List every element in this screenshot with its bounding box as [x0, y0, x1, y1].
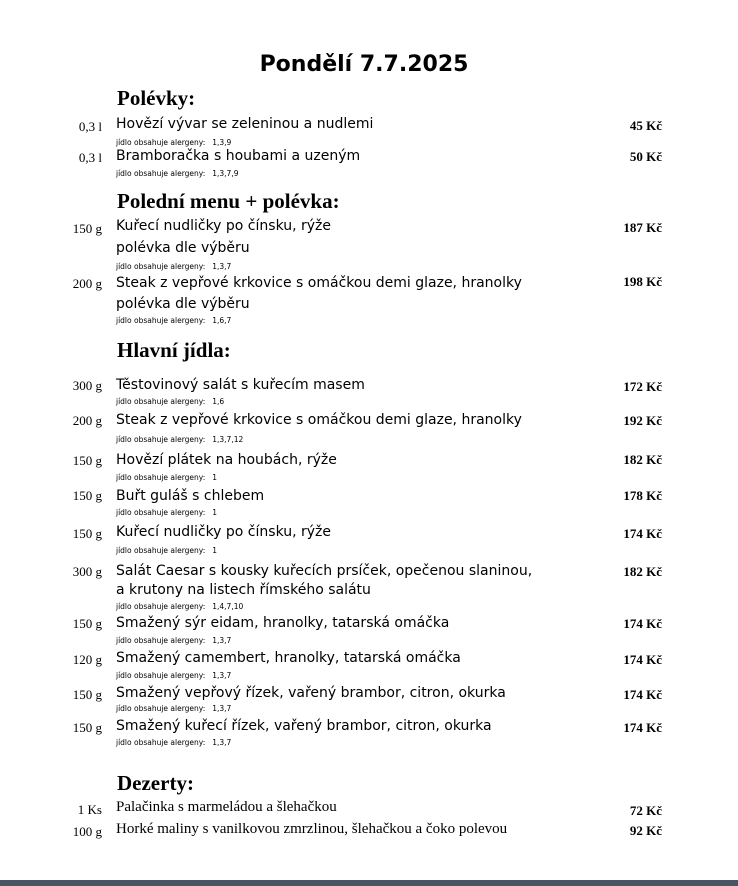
allergen-label: jídlo obsahuje alergeny:: [116, 316, 206, 325]
item-quantity: 100 g: [72, 824, 102, 839]
allergen-codes: 1: [212, 508, 218, 517]
item-name-line2: polévka dle výběru: [116, 240, 250, 256]
allergen-label: jídlo obsahuje alergeny:: [116, 473, 206, 482]
item-price: 187 Kč: [623, 220, 662, 235]
item-name: Horké maliny s vanilkovou zmrzlinou, šlehačkou a čoko polevou: [116, 821, 508, 837]
item-price: 178 Kč: [623, 488, 662, 503]
item-price: 92 Kč: [629, 823, 662, 838]
item-name: Buřt guláš s chlebem: [116, 488, 265, 504]
allergen-label: jídlo obsahuje alergeny:: [116, 397, 206, 406]
allergen-label: jídlo obsahuje alergeny:: [116, 138, 206, 147]
allergen-note: [116, 262, 231, 271]
section-heading-lunch: Polední menu + polévka:: [117, 189, 340, 213]
item-quantity: 120 g: [72, 652, 102, 667]
allergen-note: [116, 508, 217, 517]
allergen-label: jídlo obsahuje alergeny:: [116, 704, 206, 713]
allergen-label: jídlo obsahuje alergeny:: [116, 738, 206, 747]
section-heading-mains: Hlavní jídla:: [117, 338, 231, 362]
allergen-note: [116, 435, 243, 444]
allergen-note: [116, 704, 231, 713]
allergen-codes: 1,3,7: [212, 738, 232, 747]
item-name: Hovězí plátek na houbách, rýže: [116, 452, 337, 468]
bottom-scroll-bar: [0, 880, 738, 886]
item-name-line2: a krutony na listech římského salátu: [116, 582, 371, 598]
item-quantity: 150 g: [72, 221, 102, 236]
allergen-note: [116, 671, 231, 680]
allergen-codes: 1,6: [212, 397, 225, 406]
item-price: 192 Kč: [623, 413, 662, 428]
allergen-note: [116, 169, 238, 178]
item-quantity: 150 g: [72, 616, 102, 631]
item-name: Smažený sýr eidam, hranolky, tatarská omáčka: [116, 615, 450, 631]
item-name: Těstovinový salát s kuřecím masem: [116, 377, 365, 393]
allergen-codes: 1,3,7,9: [212, 169, 239, 178]
section-heading-desserts: Dezerty:: [117, 771, 194, 795]
item-price: 50 Kč: [629, 149, 662, 164]
item-name: Smažený camembert, hranolky, tatarská omáčka: [116, 650, 461, 666]
allergen-label: jídlo obsahuje alergeny:: [116, 508, 206, 517]
item-name: Salát Caesar s kousky kuřecích prsíček, opečenou slaninou,: [116, 563, 533, 579]
section-heading-soups: Polévky:: [117, 86, 196, 110]
item-name: Kuřecí nudličky po čínsku, rýže: [116, 218, 332, 234]
item-quantity: 200 g: [72, 276, 102, 291]
item-name: Steak z vepřové krkovice s omáčkou demi glaze, hranolky: [116, 275, 522, 291]
allergen-label: jídlo obsahuje alergeny:: [116, 671, 206, 680]
allergen-label: jídlo obsahuje alergeny:: [116, 435, 206, 444]
item-name: Hovězí vývar se zeleninou a nudlemi: [116, 116, 374, 132]
item-name: Kuřecí nudličky po čínsku, rýže: [116, 524, 332, 540]
allergen-codes: 1,3,7: [212, 704, 232, 713]
allergen-codes: 1,3,7,12: [212, 435, 244, 444]
item-price: 182 Kč: [623, 452, 662, 467]
item-price: 174 Kč: [623, 652, 662, 667]
item-quantity: 300 g: [72, 378, 102, 393]
item-name: Smažený kuřecí řízek, vařený brambor, citron, okurka: [116, 718, 492, 734]
allergen-codes: 1: [212, 473, 218, 482]
item-price: 198 Kč: [623, 274, 662, 289]
allergen-note: [116, 738, 231, 747]
allergen-note: [116, 602, 243, 611]
allergen-label: jídlo obsahuje alergeny:: [116, 546, 206, 555]
item-price: 45 Kč: [629, 118, 662, 133]
allergen-note: [116, 397, 224, 406]
item-quantity: 300 g: [72, 564, 102, 579]
item-name: Bramboračka s houbami a uzeným: [116, 148, 361, 164]
allergen-codes: 1,6,7: [212, 316, 232, 325]
item-price: 174 Kč: [623, 720, 662, 735]
allergen-label: jídlo obsahuje alergeny:: [116, 636, 206, 645]
item-price: 174 Kč: [623, 687, 662, 702]
allergen-codes: 1: [212, 546, 218, 555]
allergen-label: jídlo obsahuje alergeny:: [116, 262, 206, 271]
allergen-note: [116, 473, 217, 482]
item-quantity: 150 g: [72, 720, 102, 735]
item-price: 182 Kč: [623, 564, 662, 579]
item-quantity: 150 g: [72, 488, 102, 503]
item-quantity: 150 g: [72, 687, 102, 702]
item-quantity: 0,3 l: [78, 119, 102, 134]
item-quantity: 150 g: [72, 453, 102, 468]
item-price: 72 Kč: [629, 803, 662, 818]
allergen-codes: 1,4,7,10: [212, 602, 244, 611]
item-name: Palačinka s marmeládou a šlehačkou: [116, 799, 337, 815]
item-quantity: 1 Ks: [77, 802, 102, 817]
item-name-line2: polévka dle výběru: [116, 296, 250, 312]
allergen-note: [116, 636, 231, 645]
item-price: 174 Kč: [623, 526, 662, 541]
allergen-codes: 1,3,7: [212, 262, 232, 271]
allergen-codes: 1,3,7: [212, 671, 232, 680]
item-name: Steak z vepřové krkovice s omáčkou demi glaze, hranolky: [116, 412, 522, 428]
item-quantity: 200 g: [72, 413, 102, 428]
item-quantity: 150 g: [72, 526, 102, 541]
item-price: 172 Kč: [623, 379, 662, 394]
item-name: Smažený vepřový řízek, vařený brambor, citron, okurka: [116, 685, 506, 701]
page-title: Pondělí 7.7.2025: [259, 52, 469, 77]
allergen-codes: 1,3,9: [212, 138, 232, 147]
allergen-note: [116, 138, 231, 147]
allergen-note: [116, 546, 217, 555]
allergen-label: jídlo obsahuje alergeny:: [116, 169, 206, 178]
item-quantity: 0,3 l: [78, 150, 102, 165]
allergen-label: jídlo obsahuje alergeny:: [116, 602, 206, 611]
allergen-codes: 1,3,7: [212, 636, 232, 645]
allergen-note: [116, 316, 231, 325]
item-price: 174 Kč: [623, 616, 662, 631]
